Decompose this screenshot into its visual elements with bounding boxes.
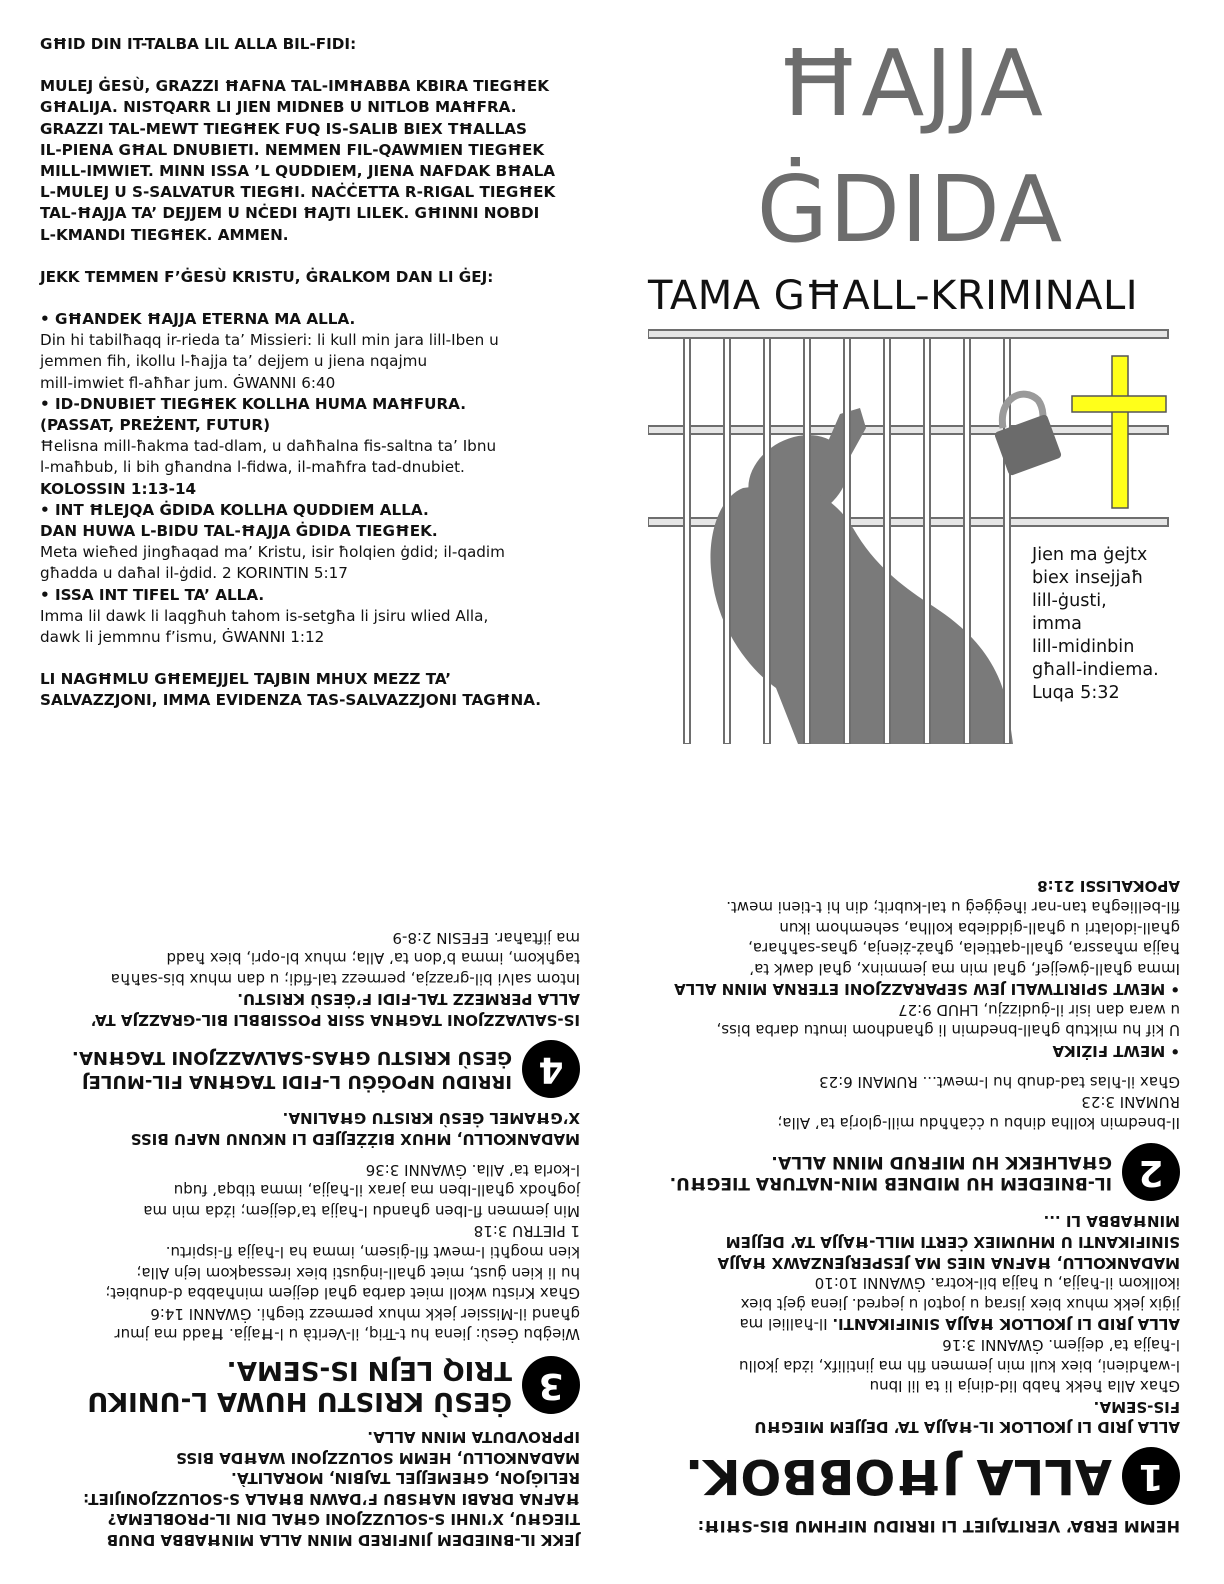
intro-line: TIEGĦU, X’INHI S-SOLUZZJONI GĦAL DIN IL-PROBLEMA? (107, 1510, 580, 1529)
body-line: Il-ħalliel ma (739, 1315, 828, 1334)
benefit-child-of-god (40, 585, 588, 649)
body-line: hu li kien ġust, miet għall-inġusti biex iressaqkom lejn Alla; (136, 1263, 580, 1282)
body-line: ALLA JRID LI JKOLLOK IL-ĦAJJA TA’ DEJJEM MIEGĦU (754, 1418, 1180, 1437)
cover-title-line2: ĠDIDA (756, 156, 1064, 263)
benefits-intro: JEKK TEMMEN F’ĠESÙ KRISTU, ĠRALKOM DAN LI ĠEJ: (40, 267, 494, 286)
body-line: u wara dan isir il-ġudizzju, LHUD 9:27 (898, 1000, 1180, 1019)
body-line: ALLA JRID LI JKOLLOK ĦAJJA SINIFIKANTI. (832, 1315, 1180, 1334)
benefit-heading: • INT ĦLEJQA ĠDIDA KOLLHA QUDDIEM ALLA. (40, 500, 429, 519)
closing-line: MADANKOLLU, ĦAFNA NIES MA JESPERJENZAWX ĦAJJA (717, 1253, 1180, 1272)
body-line: U kif hu miktub għall-bnedmin li għandhom imutu darba biss, (716, 1021, 1180, 1040)
benefit-subheading: (PASSAT, PREŻENT, FUTUR) (40, 416, 271, 435)
intro-line: MADANKOLLU, HEMM SOLUZZJONI WAĦDA BISS (176, 1448, 580, 1467)
body-line: l-waħdieni, biex kull min jemmen fih ma jintilifx, iżda jkollu (739, 1356, 1180, 1375)
intro-line: RELIĠJON, GĦEMEJJEL TAJBIN, MORALITÀ. (231, 1469, 580, 1488)
prayer-line: L-MULEJ U S-SALVATUR TIEGĦI. NAĊĊETTA R-RIGAL TIEGĦEK (40, 183, 556, 202)
verse-line: biex insejjaħ (1032, 568, 1144, 588)
step-2-body (640, 876, 1180, 1133)
verse-line: lill-ġusti, (1032, 591, 1107, 611)
body-line: ħajja mħassra, għall-qattiela, għaż-żienja, għas-saħħara, (748, 939, 1180, 958)
benefit-subheading: DAN HUWA L-BIDU TAL-ĦAJJA ĠDIDA TIEGĦEK. (40, 522, 438, 541)
body-line: Imma għall-ġwejjef, għal min ma jemminx, għal dawk ta’ (749, 959, 1180, 978)
prayer-line: L-KMANDI TIEGĦEK. AMMEN. (40, 225, 289, 244)
closing-line: MINĦABBA LI ... (1043, 1212, 1180, 1231)
verse-line: imma (1032, 614, 1082, 634)
step-title-line: GĦALHEKK HU MIFRUD MINN ALLA. (771, 1151, 1112, 1172)
benefit-line: KOLOSSIN 1:13-14 (40, 479, 197, 498)
step-title-line: TRIQ LEJN IS-SEMA. (226, 1355, 512, 1386)
four-truths-heading: HEMM ERBA’ VERITAJIET LI IRRIDU NIFHMU BIS-SĦIĦ: (697, 1517, 1180, 1536)
cover-panel (640, 28, 1180, 758)
closing-line: X’GĦAMEL ĠESÙ KRISTU GĦALINA. (282, 1109, 580, 1128)
step-4-header (38, 1040, 580, 1098)
prayer-heading: GĦID DIN IT-TALBA LIL ALLA BIL-FIDI: (40, 35, 357, 53)
body-line: APOKALISSI 21:8 (1037, 877, 1180, 896)
benefit-line: jemmen fih, ikollu l-ħajja ta’ dejjem u jiena nqajmu (40, 352, 428, 371)
benefit-line: Ħelisna mill-ħakma tad-dlam, u daħħalna fis-saltna ta’ Ibnu (40, 437, 497, 456)
step-title-line: ĠESÙ KRISTU GĦAS-SALVAZZJONI TAGĦNA. (71, 1046, 512, 1068)
step-1-body (640, 1211, 1180, 1438)
steps-1-2-panel (640, 836, 1180, 1536)
step-1-title: ALLA JĦOBBOK. (685, 1448, 1112, 1505)
benefit-forgiven (40, 394, 588, 500)
step-number-4: 4 (522, 1040, 580, 1098)
benefit-line: l-maħbub, li bih għandna l-fidwa, il-maħfra tad-dnubiet. (40, 458, 465, 477)
prayer-line: MILL-IMWIET. MINN ISSA ’L QUDDIEM, JIENA NAFDAK BĦALA (40, 162, 556, 181)
body-line: Wieġbu Ġesù: Jiena hu t-Triq, il-Verità u l-Ħajja. Ħadd ma jmur (114, 1325, 580, 1344)
body-line: ikollkom il-ħajja, u ħajja bil-kotra. ĠWANNI 10:10 (814, 1274, 1180, 1293)
benefit-new-creation (40, 500, 588, 585)
body-line: Għax Alla ħekk ħabb lid-dinja li ta lil Ibnu (869, 1377, 1180, 1396)
step-4-title (72, 1045, 512, 1093)
benefit-line: Din hi tabilħaqq ir-rieda ta’ Missieri: li kull min jara lill-Iben u (40, 331, 499, 350)
body-line: fil-belliegħa tan-nar iħeġġeġ u tal-kubrit; din hi t-tieni mewt. (726, 897, 1180, 916)
cover-subtitle: TAMA GĦALL-KRIMINALI (648, 273, 1139, 319)
prayer-line: GRAZZI TAL-MEWT TIEGĦEK FUQ IS-SALIB BIEX TĦALLAS (40, 119, 527, 138)
body-line: Intom salvi bil-grazzja, permezz tal-fidi; u dan mhux bis-saħħa (110, 969, 580, 988)
body-line: Għax il-ħlas tad-dnub hu l-mewt... RUMANI 6:23 (819, 1072, 1180, 1091)
prayer-line: TAL-ĦAJJA TA’ DEJJEM U NĊEDI ĦAJTI LILEK. GĦINNI NOBDI (40, 204, 540, 223)
verse-line: lill-midinbin (1032, 637, 1135, 657)
body-line: l-korla ta’ Alla. ĠWANNI 3:36 (365, 1160, 580, 1179)
closing-note (40, 669, 588, 711)
step-3-header (38, 1354, 580, 1416)
prayer-line: MULEJ ĠESÙ, GRAZZI ĦAFNA TAL-IMĦABBA KBIRA TIEGĦEK (40, 77, 550, 96)
benefit-heading: • GĦANDEK ĦAJJA ETERNA MA ALLA. (40, 310, 356, 329)
body-line: għand il-Missier jekk mhux permezz tiegħi. ĠWANNI 14:6 (150, 1304, 580, 1323)
step-3-closing (38, 1108, 580, 1149)
intro-line: IPPROVDUTA MINN ALLA. (367, 1428, 580, 1447)
body-line: Il-bnedmin kollha dinbu u ċċaħħdu mill-glorja ta’ Alla; (777, 1113, 1180, 1132)
benefit-line: dawk li jemmnu f’ismu, ĠWANNI 1:12 (40, 628, 325, 647)
body-line: IS-SALVAZZJONI TAGĦNA SSIR POSSIBBLI BIL-GRAZZJA TA’ (90, 1010, 580, 1029)
step-3-title (87, 1354, 512, 1416)
step-number-1: 1 (1122, 1447, 1180, 1505)
body-line: kien mogħti l-mewt fil-ġisem, imma ha l-ħajja fl-ispirtu. (165, 1243, 580, 1262)
benefit-line: mill-imwiet fl-aħħar jum. ĠWANNI 6:40 (40, 373, 336, 392)
verse-line: għall-indiema. (1032, 660, 1159, 680)
body-line: tagħkom, imma b’don ta’ Alla; mhux bl-opri, biex ħadd (166, 949, 580, 968)
body-line: jiġix jekk mhux biex jisraq u joqtol u jeqred. Jiena ġejt biex (740, 1294, 1180, 1313)
body-line: Għax Kristu wkoll miet darba għal dejjem minħabba d-dnubiet; (105, 1284, 580, 1303)
prayer-text (40, 76, 588, 246)
cover-verse (1032, 544, 1180, 705)
body-line: Min jemmen fl-Iben għandu l-ħajja ta’dejjem; iżda min ma (143, 1201, 580, 1220)
body-line: 1 PIETRU 3:18 (473, 1222, 580, 1241)
problem-intro (38, 1426, 580, 1550)
step-title-line: IL-BNIEDEM HU MIDNEB MIN-NATURA TIEGĦU. (669, 1172, 1112, 1193)
prayer-line: IL-PIENA GĦAL DNUBIETI. NEMMEN FIL-QAWMIEN TIEGĦEK (40, 140, 545, 159)
closing-line: SINIFIKANTI U MHUMIEX ĊERTI MILL-ĦAJJA TA’ DEJJEM (725, 1233, 1180, 1252)
bullet-heading: • MEWT SPIRITWALI JEW SEPARAZZJONI ETERNA MINN ALLA (674, 980, 1180, 999)
body-line: l-ħajja ta’ dejjem. ĠWANNI 3:16 (942, 1336, 1180, 1355)
prayer-panel (40, 34, 588, 774)
closing-line: SALVAZZJONI, IMMA EVIDENZA TAS-SALVAZZJONI TAGĦNA. (40, 691, 542, 710)
step-1-header (640, 1447, 1180, 1505)
step-4-body (38, 927, 580, 1030)
closing-line: LI NAGĦMLU GĦEMEJJEL TAJBIN MHUX MEZZ TA’ (40, 670, 452, 689)
body-line: FIS-SEMA. (1093, 1397, 1180, 1416)
body-line: ALLA PERMEZZ TAL-FIDI F’ĠESÙ KRISTU. (237, 990, 580, 1009)
cover-title-line1: ĦAJJA (776, 30, 1044, 137)
closing-line: MADANKOLLU, MHUX BIŻŻEJJED LI NKUNU NAFU BISS (130, 1130, 580, 1149)
step-2-header (640, 1143, 1180, 1201)
benefit-line: għadda u daħal il-ġdid. 2 KORINTIN 5:17 (40, 564, 348, 583)
intro-line: JEKK IL-BNIEDEM JINFIRED MINN ALLA MINĦABBA DNUB (106, 1531, 580, 1549)
body-line: għall-idolatri u għall-giddieba kollha, sehemhom ikun (779, 918, 1180, 937)
body-line: jogħodx għall-Iben ma jarax il-ħajja, imma tibqa’ fuqu (173, 1181, 580, 1200)
verse-reference: Luqa 5:32 (1032, 683, 1120, 703)
step-number-2: 2 (1122, 1143, 1180, 1201)
step-number-3: 3 (522, 1356, 580, 1414)
benefit-eternal-life (40, 309, 588, 394)
body-line: ma jiftaħar. EFESIN 2:8-9 (392, 928, 580, 947)
step-3-body (38, 1159, 580, 1344)
step-2-title (670, 1151, 1112, 1193)
body-line: RUMANI 3:23 (1081, 1093, 1180, 1112)
step-title-line: IRRIDU NPOĠĠU L-FIDI TAGĦNA FIL-MULEJ (81, 1070, 512, 1092)
intro-line: ĦAFNA DRABI NAĦSBU F’DAWN BĦALA S-SOLUZZJONIJIET: (83, 1489, 580, 1508)
step-title-line: ĠESÙ KRISTU HUWA L-UNIKU (87, 1386, 512, 1417)
prayer-line: GĦALIJA. NISTQARR LI JIEN MIDNEB U NITLOB MAĦFRA. (40, 98, 517, 117)
bullet-heading: • MEWT FIŻIKA (1052, 1042, 1180, 1061)
verse-line: Jien ma ġejtx (1032, 545, 1148, 565)
steps-3-4-panel (38, 838, 580, 1550)
benefit-heading: • ISSA INT TIFEL TA’ ALLA. (40, 585, 265, 604)
benefit-heading: • ID-DNUBIET TIEGĦEK KOLLHA HUMA MAĦFURA. (40, 394, 466, 413)
benefit-line: Imma lil dawk li laqgħuh tahom is-setgħa li jsiru wlied Alla, (40, 606, 489, 625)
benefit-line: Meta wieħed jingħaqad ma’ Kristu, isir ħolqien ġdid; il-qadim (40, 543, 505, 562)
